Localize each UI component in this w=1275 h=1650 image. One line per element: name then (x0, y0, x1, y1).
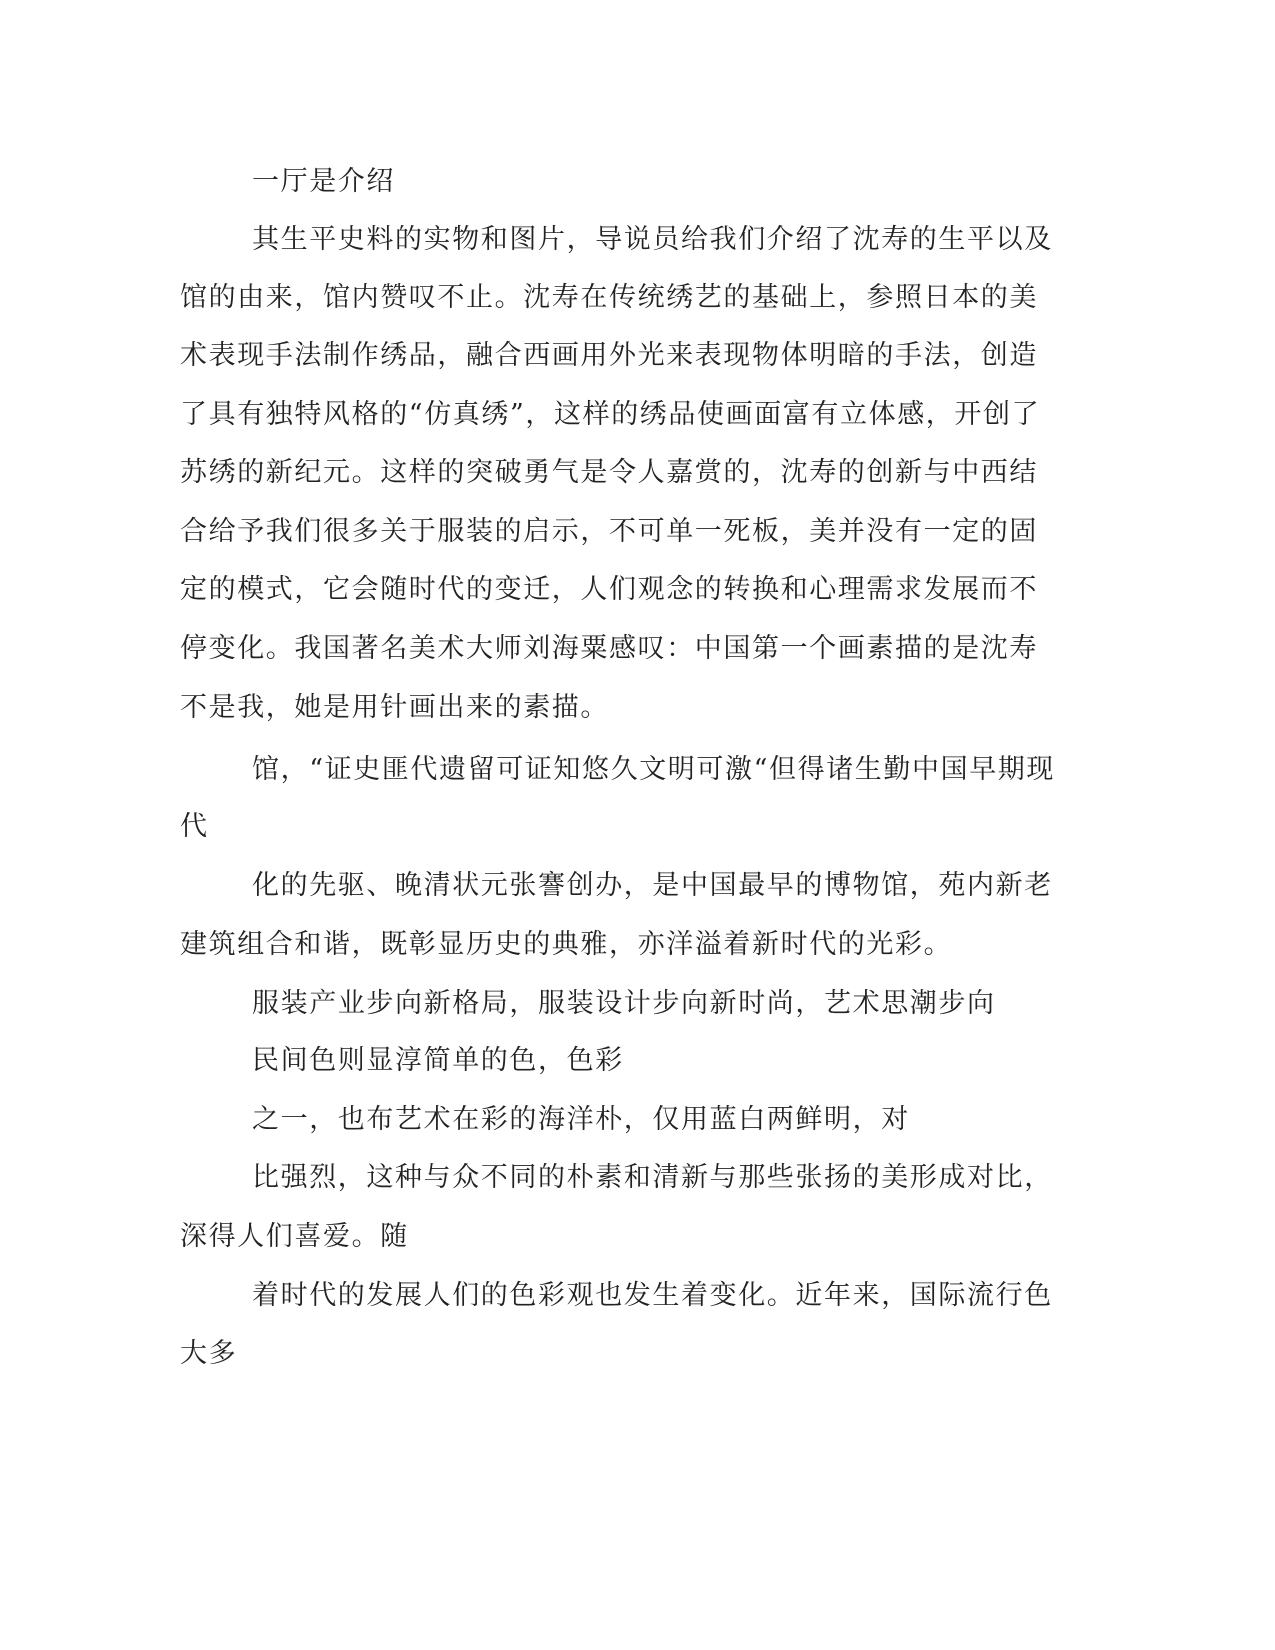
text-line: 馆的由来，馆内赞叹不止。沈寿在传统绣艺的基础上，参照日本的美 (180, 282, 1038, 313)
text-line: 合给予我们很多关于服装的启示，不可单一死板，美并没有一定的固 (180, 516, 1038, 547)
text-line: 大多 (180, 1338, 238, 1369)
text-line: 服装产业步向新格局，服装设计步向新时尚，艺术思潮步向 (252, 988, 996, 1019)
text-line: 一厅是介绍 (252, 166, 395, 197)
text-line: 其生平史料的实物和图片，导说员给我们介绍了沈寿的生平以及 (252, 224, 1053, 255)
text-line: 苏绣的新纪元。这样的突破勇气是令人嘉赏的，沈寿的创新与中西结 (180, 457, 1038, 488)
text-line: 术表现手法制作绣品，融合西画用外光来表现物体明暗的手法，创造 (180, 340, 1038, 371)
text-line: 着时代的发展人们的色彩观也发生着变化。近年来，国际流行色 (252, 1280, 1053, 1311)
text-line: 不是我，她是用针画出来的素描。 (180, 692, 609, 723)
text-line: 比强烈，这种与众不同的朴素和清新与那些张扬的美形成对比， (252, 1162, 1053, 1193)
text-line: 化的先驱、晚清状元张謇创办，是中国最早的博物馆，苑内新老 (252, 870, 1053, 901)
text-line: 了具有独特风格的“仿真绣”，这样的绣品使画面富有立体感，开创了 (180, 399, 1041, 430)
text-line: 代 (180, 811, 209, 842)
text-line: 馆，“证史匪代遗留可证知悠久文明可激“但得诸生勤中国早期现 (252, 754, 1056, 785)
text-line: 深得人们喜爱。随 (180, 1221, 409, 1252)
text-line: 停变化。我国著名美术大师刘海粟感叹：中国第一个画素描的是沈寿 (180, 633, 1038, 664)
text-line: 建筑组合和谐，既彰显历史的典雅，亦洋溢着新时代的光彩。 (180, 929, 953, 960)
text-line: 民间色则显淳简单的色，色彩 (252, 1045, 624, 1076)
text-line: 之一，也布艺术在彩的海洋朴，仅用蓝白两鲜明，对 (252, 1104, 910, 1135)
text-line: 定的模式，它会随时代的变迁，人们观念的转换和心理需求发展而不 (180, 574, 1038, 605)
